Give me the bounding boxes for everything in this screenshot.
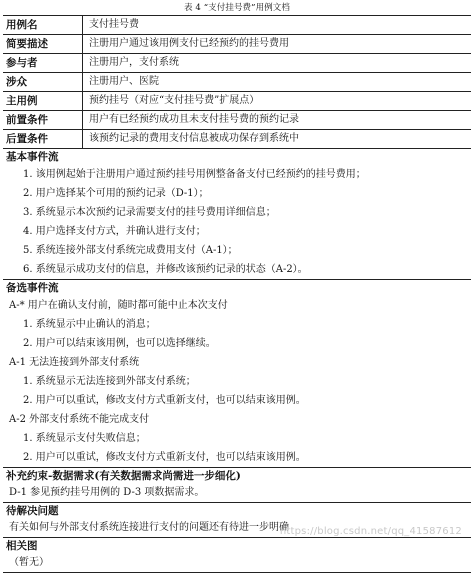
section-title: 相关图 [6, 540, 38, 552]
alt-flow-head: A-2 外部支付系统不能完成支付 [9, 414, 150, 425]
field-value: 该预约记录的费用支付信息被成功保存到系统中 [89, 133, 299, 144]
section-text: D-1 参见预约挂号用例的 D-3 项数据需求。 [9, 487, 205, 498]
flow-step: 2. 用户可以重试，修改支付方式重新支付，也可以结束该用例。 [23, 452, 306, 463]
flow-step: 2. 用户可以重试，修改支付方式重新支付，也可以结束该用例。 [23, 395, 306, 406]
field-row-actors [3, 54, 471, 73]
field-row-precondition [3, 111, 471, 130]
flow-step: 1. 该用例起始于注册用户通过预约挂号用例整备备支付已经预约的挂号费用； [23, 169, 366, 180]
section-title: 备选事件流 [6, 282, 59, 294]
flow-step: 1. 系统显示支付失败信息； [23, 433, 146, 444]
field-value: 注册用户、医院 [89, 76, 159, 87]
field-label: 主用例 [3, 92, 83, 110]
field-label: 后置条件 [3, 130, 83, 148]
watermark-text: https://blog.csdn.net/qq_41587612 [279, 526, 462, 537]
flow-step: 3. 系统显示本次预约记录需要支付的挂号费用详细信息； [23, 207, 276, 218]
field-value: 预约挂号（对应“支付挂号费”扩展点） [89, 95, 260, 106]
field-label: 涉众 [3, 73, 83, 91]
flow-step: 6. 系统显示成功支付的信息，并修改该预约记录的状态（A-2）。 [23, 264, 308, 275]
section-title: 补充约束-数据需求(有关数据需求尚需进一步细化) [6, 470, 241, 482]
use-case-table [3, 15, 471, 573]
field-label: 简要描述 [3, 35, 83, 53]
alt-flow-head: A-1 无法连接到外部支付系统 [9, 357, 140, 368]
field-value: 注册用户，支付系统 [89, 57, 179, 68]
field-value: 注册用户通过该用例支付已经预约的挂号费用 [89, 38, 289, 49]
table-caption: 表 4 “支付挂号费”用例文档 [183, 3, 290, 13]
basic-flow-section [3, 149, 471, 280]
flow-step: 4. 用户选择支付方式，并确认进行支付； [23, 226, 206, 237]
field-row-main-use-case [3, 92, 471, 111]
section-text: 有关如何与外部支付系统连接进行支付的问题还有待进一步明确 [9, 522, 289, 533]
field-value: 用户有已经预约成功且未支付挂号费的预约记录 [89, 114, 299, 125]
flow-step: 1. 系统显示中止确认的消息； [23, 319, 156, 330]
section-title: 待解决问题 [6, 505, 59, 517]
flow-step: 5. 系统连接外部支付系统完成费用支付（A-1）； [23, 245, 238, 256]
section-text: （暂无） [9, 557, 49, 568]
field-label: 用例名 [3, 16, 83, 34]
field-row-postcondition [3, 130, 471, 149]
flow-step: 1. 系统显示无法连接到外部支付系统； [23, 376, 196, 387]
alt-flow-head: A-* 用户在确认支付前，随时都可能中止本次支付 [9, 300, 228, 311]
section-title: 基本事件流 [6, 151, 59, 163]
field-label: 参与者 [3, 54, 83, 72]
supplement-section [3, 468, 471, 503]
field-label: 前置条件 [3, 111, 83, 129]
field-row-stakeholders [3, 73, 471, 92]
alt-flow-section [3, 280, 471, 468]
flow-step: 2. 用户选择某个可用的预约记录（D-1）； [23, 188, 209, 199]
field-row-name [3, 16, 471, 35]
field-row-description [3, 35, 471, 54]
figures-section [3, 538, 471, 572]
flow-step: 2. 用户可以结束该用例，也可以选择继续。 [23, 338, 216, 349]
field-value: 支付挂号费 [89, 19, 139, 30]
